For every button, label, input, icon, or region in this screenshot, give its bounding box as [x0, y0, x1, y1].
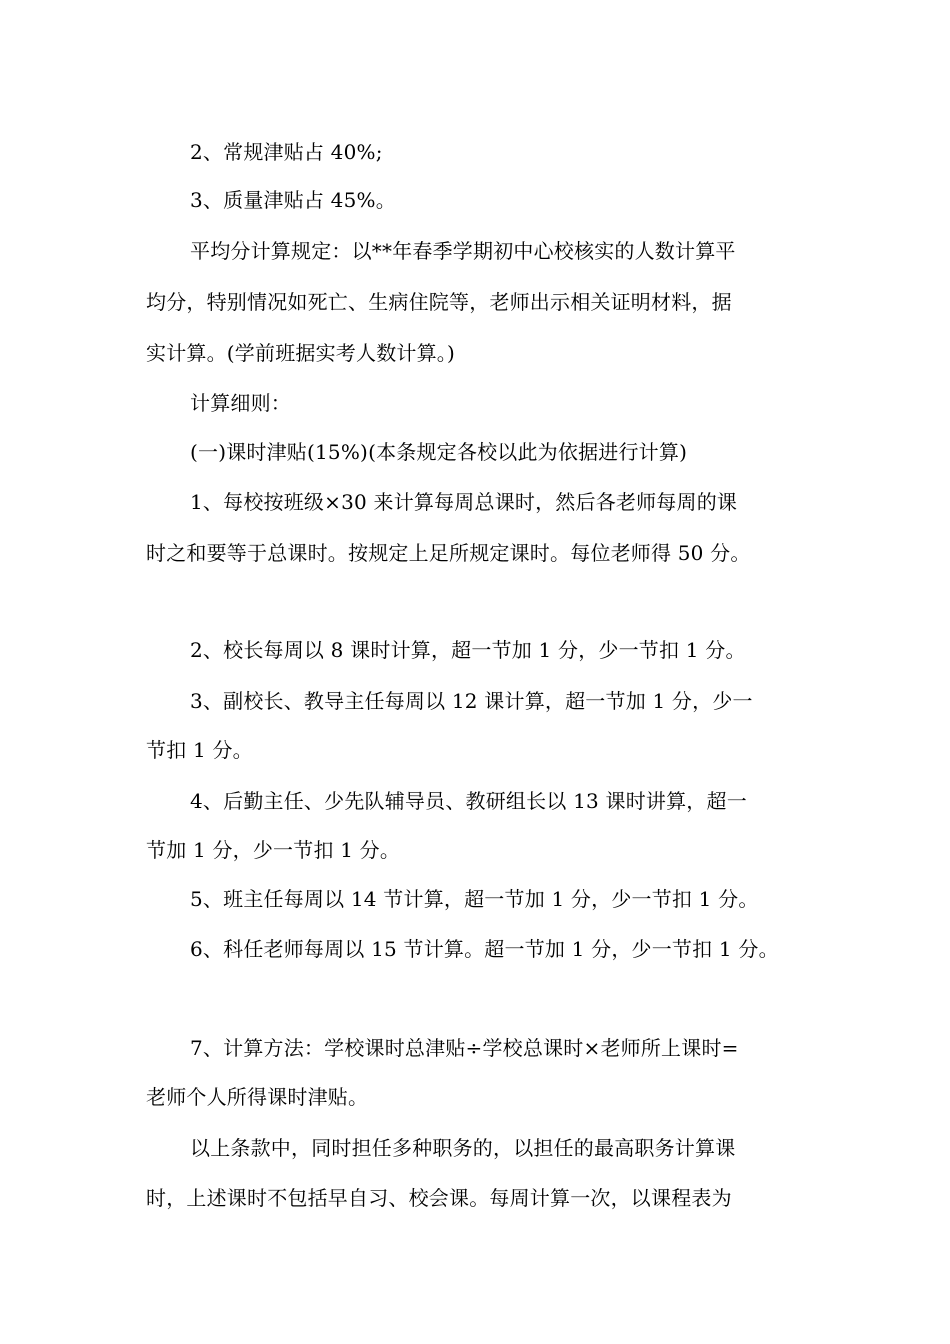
paragraph-line: 老师个人所得课时津贴。 — [146, 1085, 369, 1109]
paragraph-line: 实计算。(学前班据实考人数计算。) — [146, 341, 456, 365]
paragraph-line: 1、每校按班级×30 来计算每周总课时，然后各老师每周的课 — [190, 490, 738, 514]
paragraph-line: 节加 1 分，少一节扣 1 分。 — [146, 838, 401, 862]
paragraph-line: 6、科任老师每周以 15 节计算。超一节加 1 分，少一节扣 1 分。 — [190, 937, 779, 961]
paragraph-line: 7、计算方法：学校课时总津贴÷学校总课时×老师所上课时= — [190, 1036, 739, 1060]
paragraph-line: 5、班主任每周以 14 节计算，超一节加 1 分，少一节扣 1 分。 — [190, 887, 759, 911]
paragraph-line: 3、质量津贴占 45%。 — [190, 188, 396, 212]
paragraph-line: 2、校长每周以 8 课时计算，超一节加 1 分，少一节扣 1 分。 — [190, 638, 746, 662]
paragraph-line: 以上条款中，同时担任多种职务的，以担任的最高职务计算课 — [190, 1136, 736, 1160]
section-heading: (一)课时津贴(15%)(本条规定各校以此为依据进行计算) — [190, 440, 688, 464]
paragraph-line: 平均分计算规定：以**年春季学期初中心校核实的人数计算平 — [190, 239, 736, 263]
paragraph-line: 均分，特别情况如死亡、生病住院等，老师出示相关证明材料，据 — [146, 290, 732, 314]
paragraph-line: 时之和要等于总课时。按规定上足所规定课时。每位老师得 50 分。 — [146, 541, 751, 565]
paragraph-line: 计算细则： — [190, 391, 291, 415]
paragraph-line: 节扣 1 分。 — [146, 738, 253, 762]
paragraph-line: 2、常规津贴占 40%; — [190, 140, 383, 164]
paragraph-line: 时，上述课时不包括早自习、校会课。每周计算一次，以课程表为 — [146, 1186, 732, 1210]
paragraph-line: 4、后勤主任、少先队辅导员、教研组长以 13 课时讲算，超一 — [190, 789, 747, 813]
paragraph-line: 3、副校长、教导主任每周以 12 课计算，超一节加 1 分，少一 — [190, 689, 753, 713]
